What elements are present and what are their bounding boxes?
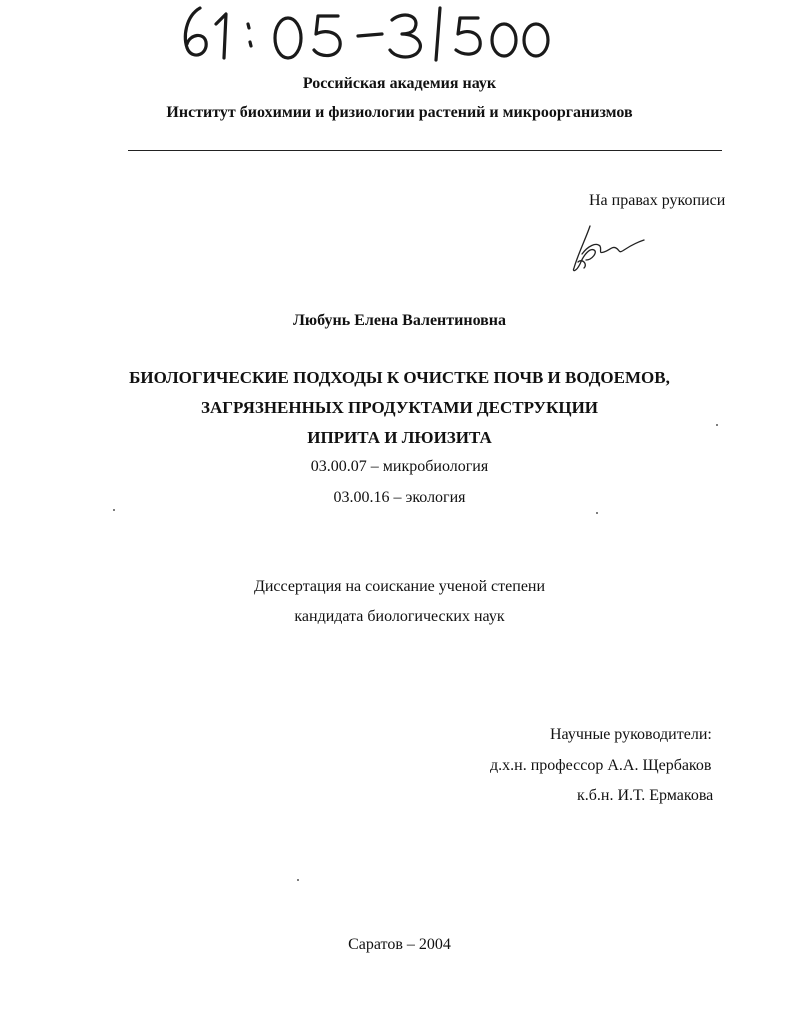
title-line-2: ЗАГРЯЗНЕННЫХ ПРОДУКТАМИ ДЕСТРУКЦИИ [200, 398, 599, 417]
institute-name: Институт биохимии и физиологии растений и микроорганизмов [166, 104, 633, 121]
supervisors-heading: Научные руководители: [550, 726, 712, 743]
supervisor-1: д.х.н. профессор А.А. Щербаков [490, 757, 712, 774]
specialty-2: 03.00.16 – экология [333, 489, 466, 506]
scan-speck [716, 424, 718, 426]
scan-speck [596, 512, 598, 514]
author-name: Любунь Елена Валентиновна [292, 312, 507, 329]
title-line-3: ИПРИТА И ЛЮИЗИТА [307, 428, 492, 447]
degree-line-2: кандидата биологических наук [294, 608, 505, 625]
author-signature [568, 224, 648, 274]
place-and-year: Саратов – 2004 [348, 936, 451, 953]
supervisor-2: к.б.н. И.Т. Ермакова [577, 787, 714, 804]
academy-name: Российская академия наук [302, 75, 497, 92]
header-divider [128, 150, 722, 151]
manuscript-rights-note: На правах рукописи [589, 192, 726, 209]
degree-line-1: Диссертация на соискание ученой степени [253, 578, 546, 595]
scan-speck [113, 509, 115, 511]
handwritten-catalog-number [178, 2, 558, 62]
scan-speck [297, 879, 299, 881]
title-line-1: БИОЛОГИЧЕСКИЕ ПОДХОДЫ К ОЧИСТКЕ ПОЧВ И ВОДОЕМОВ, [129, 368, 670, 387]
specialty-1: 03.00.07 – микробиология [310, 458, 489, 475]
